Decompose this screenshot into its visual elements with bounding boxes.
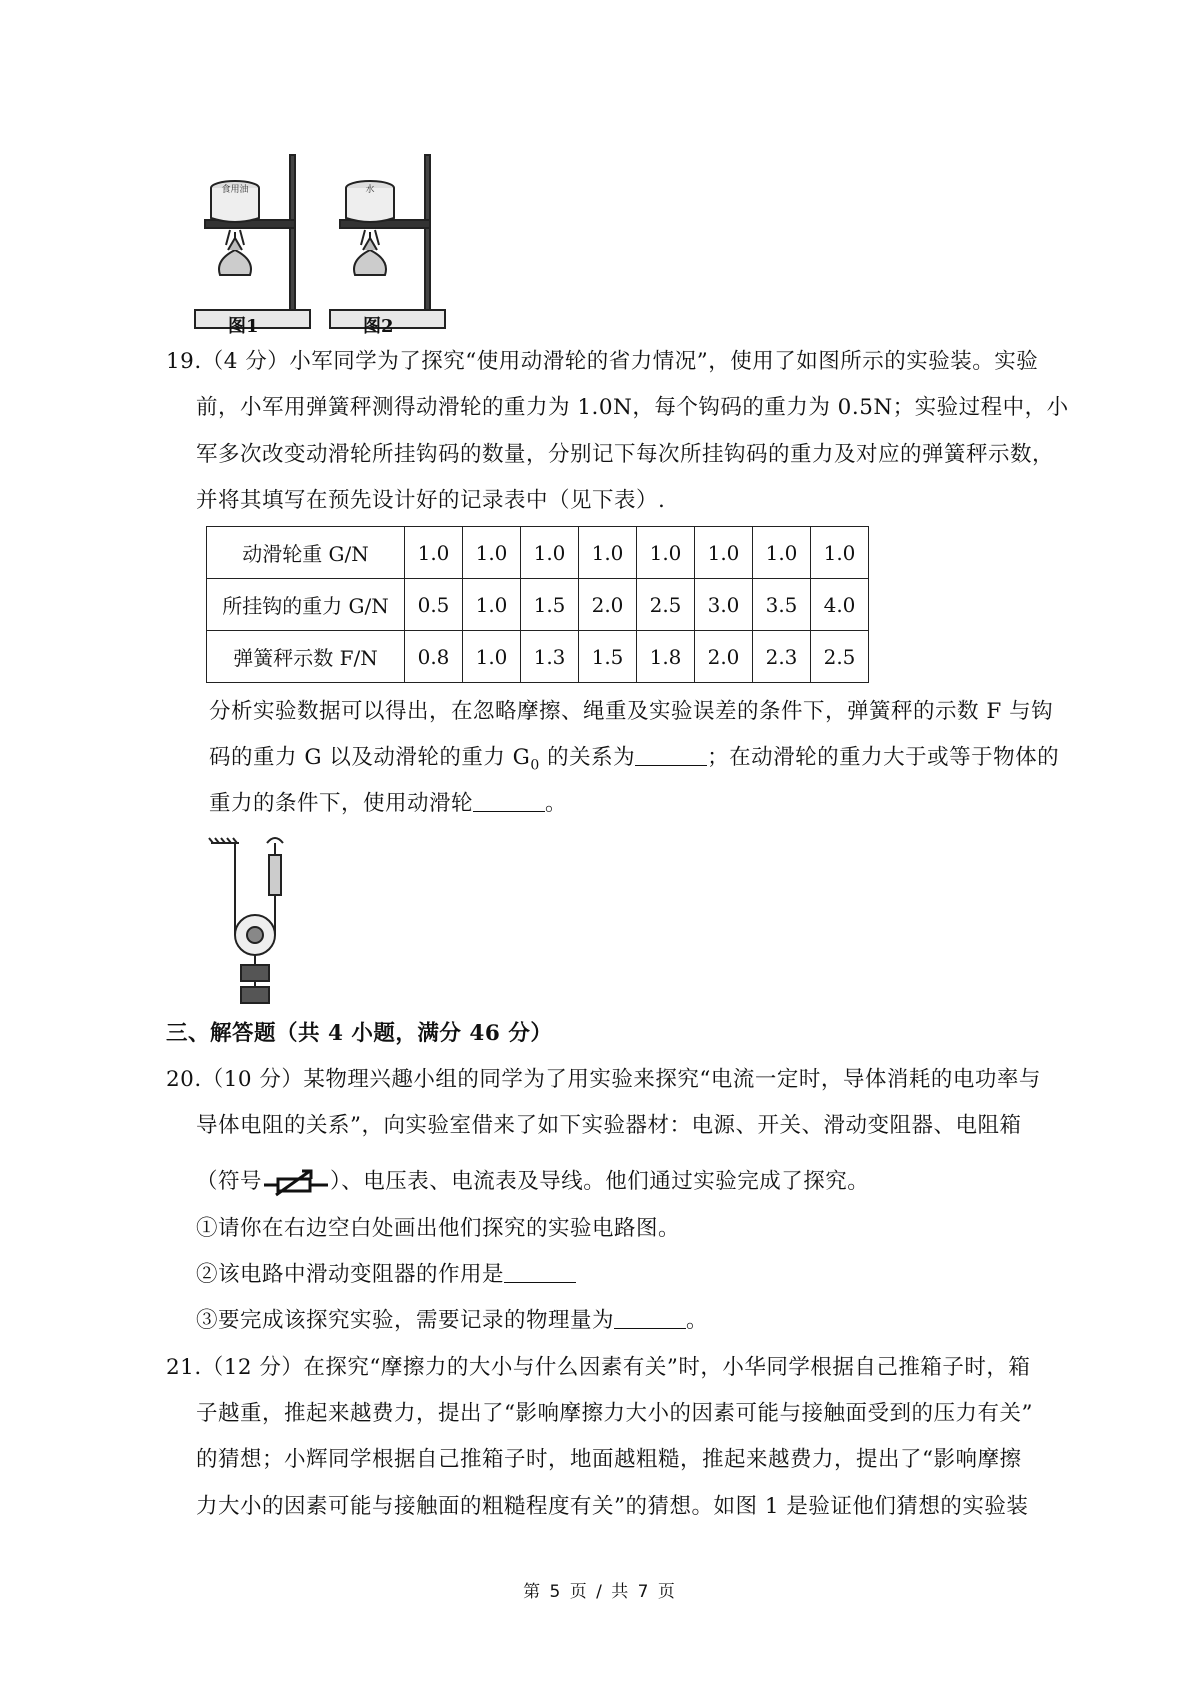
table-row: [207, 527, 869, 579]
cell: 1.0: [579, 527, 637, 579]
cell: 1.0: [521, 527, 579, 579]
fig2-beaker-label: 水: [365, 185, 375, 195]
answer-blank[interactable]: [614, 1306, 686, 1329]
answer-blank[interactable]: [635, 743, 707, 766]
row-label: 动滑轮重 G/N: [207, 527, 405, 579]
q20-line-3: [196, 1167, 869, 1197]
cell: 2.0: [579, 579, 637, 631]
row-label: 所挂钩的重力 G/N: [207, 579, 405, 631]
q21-line-3: 的猜想；小辉同学根据自己推箱子时，地面越粗糙，推起来越费力，提出了“影响摩擦: [196, 1447, 1022, 1472]
q19-line-3: 军多次改变动滑轮所挂钩码的数量，分别记下每次所挂钩码的重力及对应的弹簧秤示数，: [196, 442, 1055, 467]
q21-line-4: 力大小的因素可能与接触面的粗糙程度有关”的猜想。如图 1 是验证他们猜想的实验装: [196, 1494, 1029, 1519]
cell: 1.0: [463, 579, 521, 631]
q19-number: 19.: [166, 349, 202, 374]
q19-analysis-2: [209, 743, 1059, 780]
q20-line-1: [166, 1065, 1041, 1095]
q20-text-3b: ）、电压表、电流表及导线。他们通过实验完成了探究。: [330, 1169, 870, 1194]
analysis-text: 码的重力 G 以及动滑轮的重力 G: [209, 745, 531, 770]
q20-line-2: 导体电阻的关系”，向实验室借来了如下实验器材：电源、开关、滑动变阻器、电阻箱: [196, 1113, 1022, 1138]
q20-item-2: [196, 1260, 576, 1290]
analysis-text: 的关系为: [539, 745, 636, 770]
cell: 1.0: [405, 527, 463, 579]
q19-line-2: 前，小军用弹簧秤测得动滑轮的重力为 1.0N，每个钩码的重力为 0.5N；实验过程中，小: [196, 395, 1069, 420]
cell: 1.8: [637, 631, 695, 683]
q19-line-1: [166, 347, 1038, 377]
q19-text-1: 小军同学为了探究“使用动滑轮的省力情况”，使用了如图所示的实验装。实验: [289, 349, 1039, 374]
table-row: [207, 579, 869, 631]
cell: 2.0: [695, 631, 753, 683]
q20-item3-text: ③要完成该探究实验，需要记录的物理量为: [196, 1308, 615, 1333]
q20-score: （10 分）: [201, 1067, 304, 1092]
q21-line-1: [166, 1353, 1030, 1383]
q20-item-3: [196, 1306, 708, 1336]
cell: 1.0: [463, 631, 521, 683]
record-table: [206, 526, 869, 683]
cell: 3.0: [695, 579, 753, 631]
q20-item3-end: 。: [686, 1308, 709, 1333]
cell: 2.5: [637, 579, 695, 631]
cell: 1.5: [521, 579, 579, 631]
analysis-text: ；在动滑轮的重力大于或等于物体的: [707, 745, 1060, 770]
cell: 1.0: [695, 527, 753, 579]
q20-item2-text: ②该电路中滑动变阻器的作用是: [196, 1262, 505, 1287]
answer-blank[interactable]: [504, 1260, 576, 1283]
q20-item-1: ①请你在右边空白处画出他们探究的实验电路图。: [196, 1216, 681, 1241]
cell: 1.0: [637, 527, 695, 579]
fig1-beaker-label: 食用油: [221, 185, 249, 195]
cell: 4.0: [811, 579, 869, 631]
cell: 1.0: [811, 527, 869, 579]
cell: 2.3: [753, 631, 811, 683]
fig1-apparatus: [195, 155, 310, 328]
cell: 0.5: [405, 579, 463, 631]
fig2-apparatus: [330, 155, 445, 328]
table-row: [207, 631, 869, 683]
q19-line-4: 并将其填写在预先设计好的记录表中（见下表）.: [196, 488, 666, 513]
cell: 1.3: [521, 631, 579, 683]
resistance-box-symbol-icon: [262, 1167, 330, 1197]
pulley-figure: [205, 835, 315, 1015]
q21-line-2: 子越重，推起来越费力，提出了“影响摩擦力大小的因素可能与接触面受到的压力有关”: [196, 1401, 1033, 1426]
cell: 2.5: [811, 631, 869, 683]
section-3-title: 三、解答题（共 4 小题，满分 46 分）: [166, 1021, 553, 1046]
q19-analysis-1: 分析实验数据可以得出，在忽略摩擦、绳重及实验误差的条件下，弹簧秤的示数 F 与钩: [209, 699, 1054, 724]
analysis-text: 重力的条件下，使用动滑轮: [209, 791, 474, 816]
cell: 0.8: [405, 631, 463, 683]
cell: 1.0: [753, 527, 811, 579]
q21-number: 21.: [166, 1355, 202, 1380]
q19-analysis-3: [209, 789, 567, 819]
cell: 1.0: [463, 527, 521, 579]
q20-number: 20.: [166, 1067, 202, 1092]
q21-text-1: 在探究“摩擦力的大小与什么因素有关”时，小华同学根据自己推箱子时，箱: [303, 1355, 1031, 1380]
fig2-caption: 图2: [363, 316, 394, 337]
q20-text-1: 某物理兴趣小组的同学为了用实验来探究“电流一定时，导体消耗的电功率与: [303, 1067, 1041, 1092]
subscript-zero: 0: [530, 757, 540, 774]
row-label: 弹簧秤示数 F/N: [207, 631, 405, 683]
q21-score: （12 分）: [201, 1355, 304, 1380]
q19-score: （4 分）: [201, 349, 290, 374]
page-footer: 第 5 页 / 共 7 页: [523, 1582, 677, 1602]
q20-text-3a: （符号: [196, 1169, 263, 1194]
cell: 1.5: [579, 631, 637, 683]
analysis-text: 。: [545, 791, 568, 816]
fig1-caption: 图1: [228, 316, 259, 337]
answer-blank[interactable]: [473, 789, 545, 812]
cell: 3.5: [753, 579, 811, 631]
